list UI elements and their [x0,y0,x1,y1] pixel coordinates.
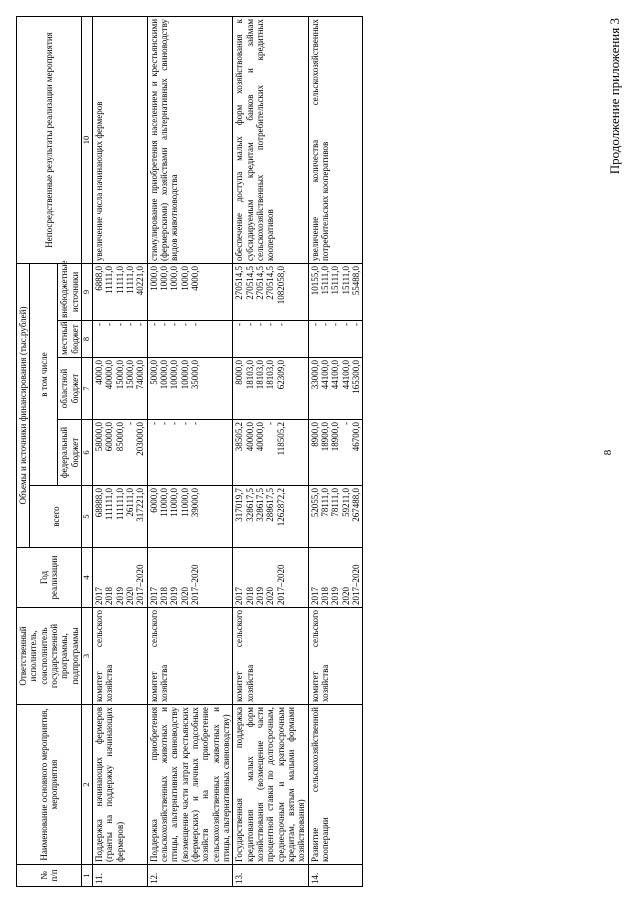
local-value: - [309,323,320,326]
local-values [92,321,147,358]
local-value: - [93,323,104,326]
regional-value: 5000,0 [148,360,159,385]
local-values [233,321,308,358]
column-number: 4 [82,548,93,608]
regional-value: 44100,0 [330,360,341,390]
total-value: 78111,0 [330,488,341,517]
regional-value: 74000,0 [135,360,146,390]
row-number: 13. [233,865,308,887]
year-value: 2017–2020 [135,564,146,605]
regional-values [147,358,233,420]
extrabudget-value: 15111,0 [340,265,351,295]
regional-value: 62309,0 [275,360,286,390]
federal-value: 18900,0 [330,422,341,452]
regional-value: 33000,0 [309,360,320,390]
total-value: 59211,0 [340,488,351,517]
extrabudget-values [233,263,308,320]
federal-value: 40000,0 [254,422,265,452]
activity-name: Государственная поддержка кредитования малых форм хозяйствования (возмещение части процентной ставки по долгосрочным, среднесрочным и краткосрочным кредитам, взятым малыми формами хозяйствования) [233,705,308,865]
local-value: - [330,323,341,326]
activity-name: Поддержка приобретения сельскохозяйственных животных и птицы, альтернативных свиноводству (возмещение части затрат крестьянских (фермерских) и личных подсобных хозяйств на приобретение сельскохозяйственных животных и птицы, альтернативных свиноводству) [147,705,233,865]
regional-value: 18103,0 [244,360,255,390]
total-value: 317221,0 [135,488,146,522]
federal-value: - [265,422,276,425]
extrabudget-value: 270514,5 [265,265,276,300]
federal-values [92,420,147,486]
direct-result: увеличение количества сельскохозяйственных потребительских кооперативов [308,16,363,263]
extrabudget-value: 11111,0 [114,265,125,294]
direct-result: обеспечение доступа малых форм хозяйствования к субсидируемым кредитам банков и займам сельскохозяйственных потребительских кредитных кооперативов [233,16,308,263]
local-value: - [244,323,255,326]
extrabudget-value: 270514,5 [254,265,265,300]
local-value: - [351,323,362,326]
federal-value: 8900,0 [309,422,320,447]
year-value: 2020 [179,587,190,605]
federal-value: 85000,0 [114,422,125,452]
total-value: 78111,0 [320,488,331,517]
total-values [233,486,308,548]
total-value: 6000,0 [148,488,159,513]
extrabudget-value: 1000,0 [169,265,180,291]
year-value: 2017 [93,587,104,605]
total-value: 111111,0 [104,488,115,521]
total-values [308,486,363,548]
federal-value: 58000,0 [93,422,104,452]
total-value: 317019,7 [234,488,245,522]
year-value: 2017 [309,587,320,605]
funding-table [16,16,363,887]
column-number: 6 [82,420,93,486]
page-number: 8 [602,449,614,456]
total-value: 267488,0 [351,488,362,522]
executor: комитет сельского хозяйства [308,608,363,705]
row-number: 14. [308,865,363,887]
total-value: 328617,5 [254,488,265,522]
executor: комитет сельского хозяйства [92,608,147,705]
direct-result: увеличение числа начинающих фермеров [92,16,147,263]
year-value: 2018 [104,587,115,605]
appendix-caption: Продолжение приложения 3 [607,18,622,175]
extrabudget-value: 15111,0 [320,265,331,295]
regional-values [92,358,147,420]
federal-value: - [148,422,159,425]
federal-value: 60000,0 [104,422,115,452]
extrabudget-value: 270514,5 [244,265,255,300]
column-number: 10 [82,16,93,263]
total-value: 39000,0 [189,488,200,518]
column-number: 8 [82,321,93,358]
regional-values [233,358,308,420]
regional-value: 40000,0 [104,360,115,390]
table-body [92,16,363,886]
federal-value: 46700,0 [351,422,362,452]
year-value: 2018 [244,587,255,605]
activity-name: Развитие сельскохозяйственной кооперации [308,705,363,865]
federal-value: 40000,0 [244,422,255,452]
extrabudget-value: 11111,0 [124,265,135,294]
header-funding: Объемы и источники финансирования (тыс.рублей) [17,263,30,547]
direct-result: стимулирование приобретения населением и крестьянскими (фермерскими) хозяйствами альтернативных свиноводству видов животноводства [147,16,233,263]
year-value: 2019 [114,587,125,605]
year-value: 2019 [254,587,265,605]
local-value: - [169,323,180,326]
header-extrabudget: внебюджетные источники [58,263,82,320]
header-name: Наименование основного мероприятия, мероприятия [17,705,82,865]
extrabudget-value: 10155,0 [309,265,320,296]
total-value: 11000,0 [169,488,180,517]
year-value: 2017 [148,587,159,605]
federal-values [233,420,308,486]
table-row [147,16,233,886]
extrabudget-values [92,263,147,320]
header-total: всего [30,486,82,548]
local-value: - [104,323,115,326]
table-row [92,16,147,886]
year-value: 2017–2020 [351,564,362,605]
year-values [147,548,233,608]
local-value: - [179,323,190,326]
header-year: Год реализации [17,548,82,608]
total-value: 11000,0 [158,488,169,517]
column-number: 1 [82,865,93,887]
executor: комитет сельского хозяйства [147,608,233,705]
extrabudget-value: 4000,0 [189,265,200,291]
federal-value: - [179,422,190,425]
local-value: - [340,323,351,326]
extrabudget-value: 1082058,0 [275,265,286,305]
column-number: 3 [82,608,93,705]
column-number: 7 [82,358,93,420]
federal-value: - [169,422,180,425]
regional-value: 44100,0 [320,360,331,390]
column-number: 9 [82,263,93,320]
regional-value: 18103,0 [254,360,265,390]
header-results: Непосредственные результаты реализации мероприятия [17,16,82,263]
row-number: 12. [147,865,233,887]
year-values [233,548,308,608]
local-values [308,321,363,358]
regional-value: 15000,0 [114,360,125,390]
column-number: 5 [82,486,93,548]
federal-values [147,420,233,486]
local-value: - [275,323,286,326]
regional-value: 44100,0 [340,360,351,390]
year-value: 2017 [234,587,245,605]
extrabudget-value: 1000,0 [148,265,159,291]
extrabudget-values [147,263,233,320]
regional-value: 35000,0 [189,360,200,390]
extrabudget-values [308,263,363,320]
regional-value: 10000,0 [169,360,180,390]
total-value: 52055,0 [309,488,320,518]
total-value: 288617,5 [265,488,276,522]
year-value: 2020 [340,587,351,605]
federal-value: - [189,422,200,425]
year-value: 2018 [320,587,331,605]
regional-value: 10000,0 [158,360,169,390]
total-value: 111111,0 [114,488,125,521]
federal-value: 38505,2 [234,422,245,452]
local-value: - [320,323,331,326]
executor: комитет сельского хозяйства [233,608,308,705]
federal-value: - [124,422,135,425]
year-value: 2018 [158,587,169,605]
table-row [233,16,308,886]
total-value: 11000,0 [179,488,190,517]
total-values [92,486,147,548]
total-value: 1262872,2 [275,488,286,527]
local-value: - [265,323,276,326]
extrabudget-value: 15111,0 [330,265,341,295]
regional-value: 15000,0 [124,360,135,390]
local-value: - [254,323,265,326]
row-number: 11. [92,865,147,887]
local-value: - [114,323,125,326]
federal-value: - [158,422,169,425]
extrabudget-value: 1000,0 [158,265,169,291]
regional-value: 8000,0 [234,360,245,385]
federal-value: 203000,0 [135,422,146,456]
federal-value: - [340,422,351,425]
header-federal: федеральный бюджет [58,420,82,486]
total-values [147,486,233,548]
federal-values [308,420,363,486]
extrabudget-value: 1000,0 [179,265,190,291]
regional-values [308,358,363,420]
federal-value: 18900,0 [320,422,331,452]
header-executor: Ответственный исполнитель, соисполнитель государственной программы, подпрограммы [17,608,82,705]
total-value: 328617,5 [244,488,255,522]
local-value: - [189,323,200,326]
local-value: - [158,323,169,326]
header-including: в том числе [30,263,58,485]
header-local: местный бюджет [58,321,82,358]
regional-value: 18103,0 [265,360,276,390]
year-value: 2019 [330,587,341,605]
local-value: - [135,323,146,326]
total-value: 68888,0 [93,488,104,518]
extrabudget-value: 55488,0 [351,265,362,296]
local-value: - [124,323,135,326]
regional-value: 10000,0 [179,360,190,390]
year-value: 2017–2020 [189,564,200,605]
year-values [92,548,147,608]
extrabudget-value: 6888,0 [93,265,104,291]
local-value: - [148,323,159,326]
year-value: 2020 [265,587,276,605]
federal-value: 118505,2 [275,422,286,456]
year-values [308,548,363,608]
regional-value: 4000,0 [93,360,104,385]
total-value: 26111,0 [124,488,135,517]
year-value: 2020 [124,587,135,605]
column-number: 2 [82,705,93,865]
year-value: 2017–2020 [275,564,286,605]
year-value: 2019 [169,587,180,605]
extrabudget-value: 40221,0 [135,265,146,296]
local-values [147,321,233,358]
extrabudget-value: 11111,0 [104,265,115,294]
regional-value: 165300,0 [351,360,362,394]
header-number: № п/п [17,865,82,887]
header-regional: областной бюджет [58,358,82,420]
local-value: - [234,323,245,326]
activity-name: Поддержка начинающих фермеров (гранты на поддержку начинающих фермеров) [92,705,147,865]
extrabudget-value: 270514,5 [234,265,245,300]
table-row [308,16,363,886]
